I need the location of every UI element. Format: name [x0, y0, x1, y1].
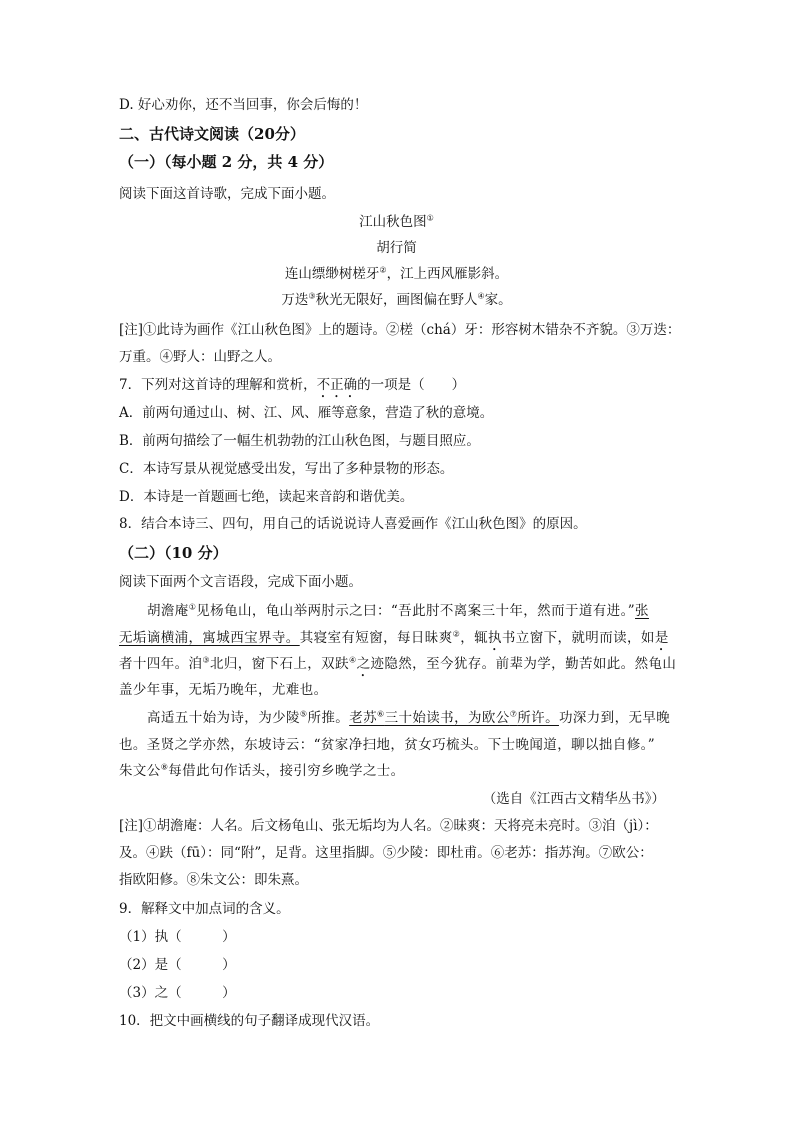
- passage2-line-1: 高适五十始为诗，为少陵⑤所推。老苏⑥三十始读书，为欧公⑦所许。功深力到，无早晚: [147, 709, 671, 726]
- footnote-marker: ④: [348, 655, 357, 665]
- part2-instruction: 阅读下面两个文言语段，完成下面小题。: [119, 574, 362, 590]
- q9-item-3: （3）之（ ）: [119, 985, 236, 1001]
- q9-item-2: （2）是（ ）: [119, 957, 236, 973]
- poem-note-line-1: [注]①此诗为画作《江山秋色图》上的题诗。②槎（chá）牙：形容树木错杂不齐貌。③万迭：: [119, 322, 681, 338]
- footnote-marker: ③: [202, 655, 210, 665]
- q7-option-b: B．前两句描绘了一幅生机勃勃的江山秋色图，与题目照应。: [119, 433, 480, 449]
- q7-stem: 7．下列对这首诗的理解和赏析，不正确的一项是（ ）: [119, 377, 466, 393]
- poem-author: 胡行简: [376, 240, 417, 256]
- footnote-marker: ⑦: [509, 709, 518, 719]
- q9-item-1: （1）执（ ）: [119, 929, 236, 945]
- footnote-marker: ⑤: [299, 709, 308, 719]
- underlined-sentence: 张: [635, 603, 649, 619]
- poem-title: 江山秋色图①: [359, 213, 434, 230]
- passage1-line-2: 无垢谪横浦，寓城西宝界寺。其寝室有短窗，每日昧爽②，辄执书立窗下，就明而读，如是: [119, 629, 669, 646]
- footnote-marker: ②: [379, 265, 387, 275]
- q6-option-d: D. 好心劝你，还不当回事，你会后悔的！: [119, 97, 368, 113]
- passage2-line-2: 也。圣贤之学亦然，东坡诗云：“贫家净扫地，贫女巧梳头。下士晚闻道，聊以拙自修。”: [119, 737, 656, 753]
- passage-source: （选自《江西古文精华丛书》）: [482, 791, 665, 807]
- passage1-line-4: 盖少年事，无垢乃晚年，尤难也。: [119, 682, 328, 698]
- q8-stem: 8．结合本诗三、四句，用自己的话说说诗人喜爱画作《江山秋色图》的原因。: [119, 516, 587, 532]
- q7-option-c: C．本诗写景从视觉感受出发，写出了多种景物的形态。: [119, 461, 454, 477]
- dotted-word: 是: [654, 630, 669, 646]
- poem-line-2: 万迭③秋光无限好，画图偏在野人④家。: [281, 291, 512, 308]
- footnote-marker: ①: [426, 213, 434, 223]
- section2-title: 二、古代诗文阅读（20分）: [119, 125, 305, 143]
- part1-instruction: 阅读下面这首诗歌，完成下面小题。: [119, 186, 335, 202]
- footnote-marker: ⑥: [377, 709, 385, 719]
- emphasized-text: 不正确: [316, 377, 358, 393]
- underlined-sentence: 无垢谪横浦，寓城西宝界寺。: [119, 630, 300, 646]
- footnote-marker: ④: [477, 291, 485, 301]
- footnote-marker: ②: [452, 629, 461, 639]
- q7-option-a: A．前两句通过山、树、江、风、雁等意象，营造了秋的意境。: [119, 405, 494, 421]
- passage-note-line-3: 指欧阳修。⑧朱文公：即朱熹。: [119, 872, 308, 888]
- passage1-line-1: 胡澹庵①见杨龟山，龟山举两肘示之曰：“吾此肘不离案三十年，然而于道有进。”张: [147, 602, 649, 619]
- dotted-word: 之: [356, 656, 371, 672]
- footnote-marker: ⑧: [160, 762, 169, 772]
- part2-title: （二）（10 分）: [119, 544, 228, 562]
- q9-stem: 9．解释文中加点词的含义。: [119, 901, 290, 917]
- passage-note-line-1: [注]①胡澹庵：人名。后文杨龟山、张无垢均为人名。②昧爽：天将亮未亮时。③洎（jì）：: [119, 818, 658, 834]
- q7-option-d: D．本诗是一首题画七绝，读起来音韵和谐优美。: [119, 489, 414, 505]
- footnote-marker: ③: [308, 291, 316, 301]
- poem-line-1: 连山缥缈树槎牙②，江上西风雁影斜。: [284, 265, 509, 282]
- poem-note-line-2: 万重。④野人：山野之人。: [119, 349, 281, 365]
- footnote-marker: ①: [188, 602, 197, 612]
- part1-title: （一）（每小题 2 分，共 4 分）: [119, 153, 334, 171]
- passage-note-line-2: 及。④趺（fū）：同“附”，足背。这里指脚。⑤少陵：即杜甫。⑥老苏：指苏洵。⑦欧公：: [119, 845, 653, 861]
- dotted-word: 执: [488, 630, 502, 646]
- passage2-line-3: 朱文公⑧每借此句作话头，接引穷乡晚学之士。: [119, 762, 405, 779]
- q10-stem: 10．把文中画横线的句子翻译成现代汉语。: [119, 1013, 380, 1029]
- passage1-line-3: 者十四年。洎③北归，窗下石上，双趺④之迹隐然，至今犹存。前辈为学，勤苦如此。然龟山: [119, 655, 677, 672]
- underlined-sentence: 老苏⑥三十始读书，为欧公⑦所许。: [349, 709, 559, 726]
